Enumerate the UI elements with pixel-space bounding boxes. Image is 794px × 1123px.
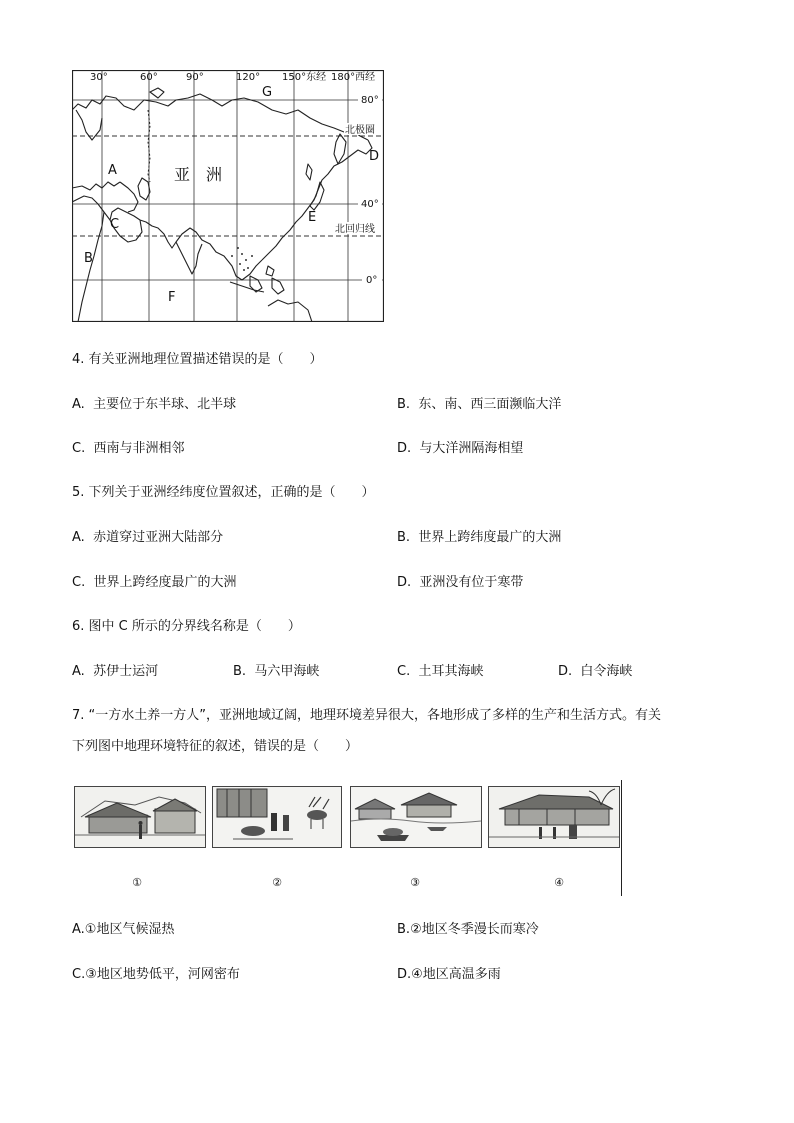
continent-label: 亚 洲 (174, 165, 223, 184)
option-text: ③地区地势低平，河网密布 (85, 967, 240, 982)
option-key: B. (233, 664, 247, 679)
picture-label-1: ① (132, 876, 142, 889)
question-7-stem-line2: 下列图中地理环境特征的叙述，错误的是（ ） (72, 739, 359, 754)
option-key: D. (397, 575, 412, 590)
option-text: 世界上跨经度最广的大洲 (93, 575, 237, 590)
option-text: ①地区气候湿热 (84, 922, 175, 937)
question-6-option-a[interactable] (72, 663, 158, 681)
option-text: 赤道穿过亚洲大陆部分 (93, 530, 224, 545)
option-text: 亚洲没有位于寒带 (419, 575, 524, 590)
lon-label: 120° (236, 72, 261, 83)
option-key: A. (72, 397, 85, 412)
question-7-option-a[interactable] (72, 921, 174, 939)
region-letter-d: D (369, 149, 380, 164)
option-text: 土耳其海峡 (418, 664, 484, 679)
arctic-circle-label: 北极圈 (345, 125, 375, 136)
option-text: 西南与非洲相邻 (93, 441, 185, 456)
question-4-option-b[interactable] (397, 396, 561, 414)
lon-label: 30° (90, 72, 108, 83)
region-letter-f: F (168, 290, 176, 305)
option-text: 东、南、西三面濒临大洋 (418, 397, 562, 412)
question-6-option-b[interactable] (233, 663, 319, 681)
option-key: A. (72, 922, 85, 937)
lon-label: 150°东经 (282, 72, 327, 83)
option-text: 苏伊士运河 (93, 664, 159, 679)
option-key: C. (72, 575, 86, 590)
lon-label: 90° (186, 72, 204, 83)
lon-label: 180°西经 (331, 72, 376, 83)
option-text: ②地区冬季漫长而寒冷 (410, 922, 539, 937)
map-frame (73, 71, 384, 322)
lon-label: 60° (140, 72, 158, 83)
option-text: 白令海峡 (580, 664, 633, 679)
question-4-option-a[interactable] (72, 396, 236, 414)
region-letter-a: A (108, 163, 117, 178)
question-6-option-d[interactable] (558, 663, 632, 681)
region-letter-b: B (84, 251, 93, 266)
option-key: B. (397, 397, 411, 412)
question-4-option-d[interactable] (397, 440, 523, 458)
picture-1-stilt-house (74, 786, 206, 848)
region-letter-e: E (308, 210, 317, 225)
option-key: D. (397, 967, 412, 982)
picture-row-divider (621, 780, 622, 896)
question-5-option-a[interactable] (72, 529, 223, 547)
question-6-option-c[interactable] (397, 663, 484, 681)
picture-4-tropical-house (488, 786, 620, 848)
option-key: C. (72, 967, 86, 982)
question-4-stem: 4. 有关亚洲地理位置描述错误的是（ ） (72, 352, 323, 367)
question-5-option-c[interactable] (72, 574, 237, 592)
option-key: A. (72, 664, 85, 679)
asia-map (72, 70, 384, 322)
lat-label: 0° (366, 275, 378, 286)
question-5-stem: 5. 下列关于亚洲经纬度位置叙述，正确的是（ ） (72, 485, 375, 500)
question-7-option-d[interactable] (397, 966, 501, 984)
option-text: 与大洋洲隔海相望 (419, 441, 524, 456)
question-7-option-b[interactable] (397, 921, 539, 939)
region-letter-g: G (262, 85, 273, 100)
option-key: C. (397, 664, 411, 679)
option-key: A. (72, 530, 85, 545)
picture-label-3: ③ (410, 876, 420, 889)
picture-2-reindeer-sled (212, 786, 342, 848)
option-key: D. (558, 664, 573, 679)
option-key: C. (72, 441, 86, 456)
question-5-option-b[interactable] (397, 529, 561, 547)
lat-label: 40° (361, 199, 379, 210)
lat-label: 80° (361, 95, 379, 106)
picture-label-4: ④ (554, 876, 564, 889)
question-5-option-d[interactable] (397, 574, 523, 592)
question-4-option-c[interactable] (72, 440, 185, 458)
question-6-stem: 6. 图中 C 所示的分界线名称是（ ） (72, 619, 301, 634)
option-key: D. (397, 441, 412, 456)
option-key: B. (397, 922, 411, 937)
region-letter-c: C (110, 217, 120, 232)
tropic-of-cancer-label: 北回归线 (335, 224, 375, 235)
option-text: 主要位于东半球、北半球 (93, 397, 237, 412)
option-text: 世界上跨纬度最广的大洲 (418, 530, 562, 545)
question-7-stem-line1: 7. “一方水土养一方人”，亚洲地域辽阔，地理环境差异很大，各地形成了多样的生产和生活方式。有关 (72, 708, 662, 723)
picture-label-2: ② (272, 876, 282, 889)
question-7-option-c[interactable] (72, 966, 240, 984)
option-text: ④地区高温多雨 (411, 967, 501, 982)
option-key: B. (397, 530, 411, 545)
picture-3-water-town (350, 786, 482, 848)
option-text: 马六甲海峡 (254, 664, 320, 679)
